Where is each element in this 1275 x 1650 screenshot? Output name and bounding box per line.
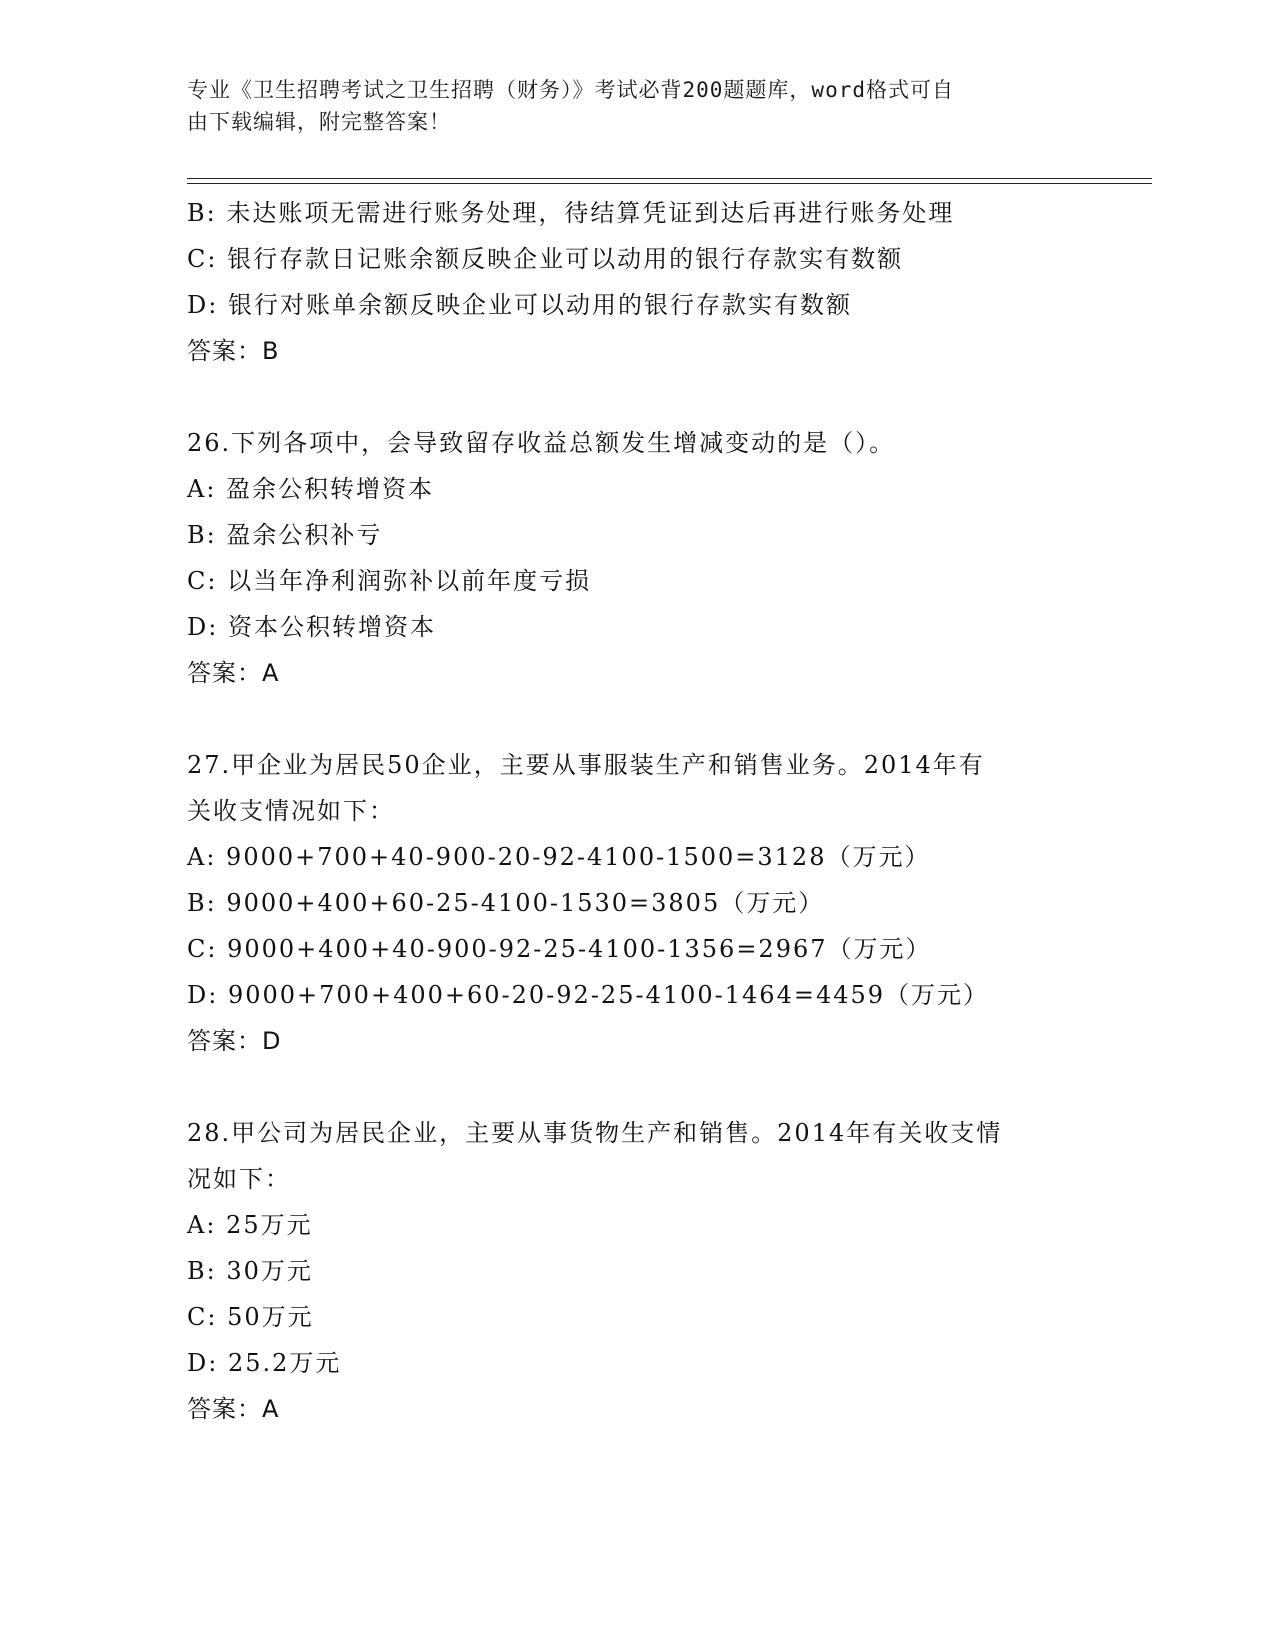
q28-answer: 答案：A: [187, 1395, 280, 1423]
q28-stem-line-2: 况如下：: [187, 1165, 291, 1193]
question-25-tail: [187, 190, 1087, 374]
spacer: [187, 696, 1087, 742]
q25-option-c: C: 银行存款日记账余额反映企业可以动用的银行存款实有数额: [187, 245, 904, 273]
header-divider-bottom: [187, 183, 1152, 184]
header-divider-top: [187, 178, 1152, 179]
q28-option-d: D: 25.2万元: [187, 1349, 342, 1377]
q28-option-c: C: 50万元: [187, 1303, 314, 1331]
q26-option-c: C: 以当年净利润弥补以前年度亏损: [187, 567, 592, 595]
spacer: [187, 1064, 1087, 1110]
question-26: [187, 420, 1087, 696]
q27-option-a: A: 9000+700+40-900-20-92-4100-1500=3128（万元）: [187, 843, 931, 871]
question-28: [187, 1110, 1087, 1432]
q26-answer: 答案：A: [187, 659, 280, 687]
q27-option-b: B: 9000+400+60-25-4100-1530=3805（万元）: [187, 889, 825, 917]
q26-option-d: D: 资本公积转增资本: [187, 613, 436, 641]
q27-stem-line-1: 27.甲企业为居民50企业，主要从事服装生产和销售业务。2014年有: [187, 751, 985, 779]
spacer: [187, 374, 1087, 420]
q27-answer: 答案：D: [187, 1027, 282, 1055]
q25-option-b: B: 未达账项无需进行账务处理，待结算凭证到达后再进行账务处理: [187, 199, 955, 227]
q25-answer: 答案：B: [187, 337, 280, 365]
q28-option-a: A: 25万元: [187, 1211, 313, 1239]
q25-option-d: D: 银行对账单余额反映企业可以动用的银行存款实有数额: [187, 291, 852, 319]
q27-stem-line-2: 关收支情况如下：: [187, 797, 395, 825]
q28-stem-line-1: 28.甲公司为居民企业，主要从事货物生产和销售。2014年有关收支情: [187, 1119, 1003, 1147]
q27-option-c: C: 9000+400+40-900-92-25-4100-1356=2967（万元）: [187, 935, 932, 963]
q26-stem: 26.下列各项中，会导致留存收益总额发生增减变动的是（）。: [187, 429, 896, 457]
header-title-line-1: 专业《卫生招聘考试之卫生招聘（财务）》考试必背200题题库，word格式可自: [187, 78, 954, 102]
q26-option-a: A: 盈余公积转增资本: [187, 475, 435, 503]
question-content: [187, 190, 1087, 1432]
q26-option-b: B: 盈余公积补亏: [187, 521, 383, 549]
header-title-line-2: 由下载编辑，附完整答案！: [187, 110, 451, 134]
q28-option-b: B: 30万元: [187, 1257, 313, 1285]
q27-option-d: D: 9000+700+400+60-20-92-25-4100-1464=4459（万元）: [187, 981, 990, 1009]
document-header: [187, 74, 1067, 138]
question-27: [187, 742, 1087, 1064]
